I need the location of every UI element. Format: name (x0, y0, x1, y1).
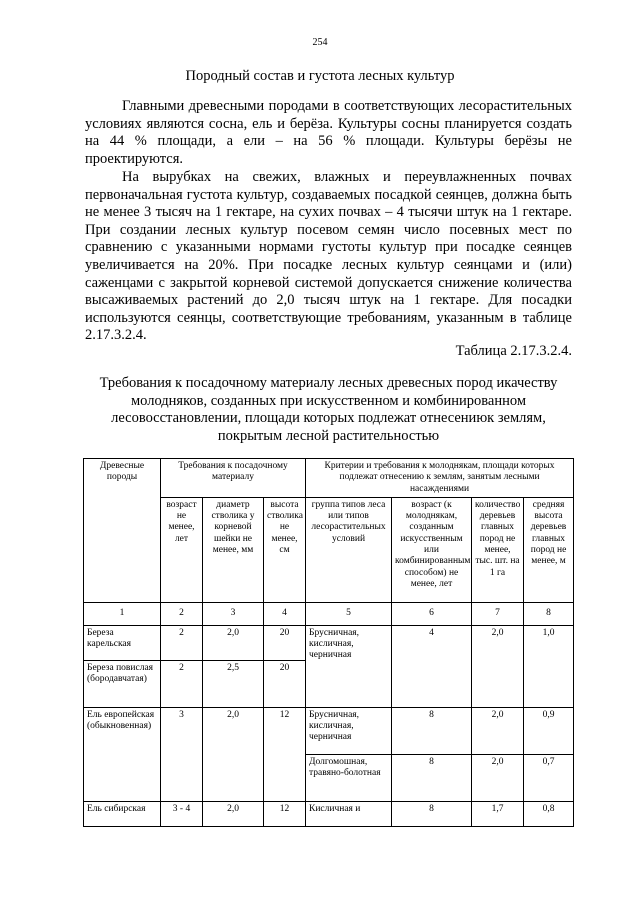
requirements-table (83, 458, 574, 827)
cell-tree-count: 1,7 (472, 801, 524, 826)
table-caption: Таблица 2.17.3.2.4. (455, 343, 572, 359)
column-number: 4 (264, 602, 306, 625)
cell-young-age: 8 (392, 707, 472, 754)
cell-height: 20 (264, 660, 306, 707)
cell-diameter: 2,5 (203, 660, 264, 707)
column-number: 6 (392, 602, 472, 625)
cell-age: 2 (161, 625, 203, 660)
table-row (84, 707, 574, 754)
cell-species: Ель европейская (обыкновенная) (84, 707, 161, 801)
table-row (84, 801, 574, 826)
cell-forest-type: Брусничная, кисличная, черничная (306, 707, 392, 754)
cell-diameter: 2,0 (203, 801, 264, 826)
column-number: 7 (472, 602, 524, 625)
paragraph-planting-density: На вырубках на свежих, влажных и переувлажненных почвах первоначальная густота культур, создаваемых посадкой сеянцев, должна быть не менее 3 тысяч на 1 гектаре, на сухих почвах – 4 тысячи штук на 1 гектаре. При создании лесных культур посевом семян число посевных мест по сравнению с указанными нормами густоты культур при посадке сеянцев увеличивается на 20%. При посадке лесных культур сеянцами и (или) саженцами с закрытой корневой системой допускается снижение количества высаживаемых растений до 2,0 тысяч штук на 1 гектаре. Для посадки используются сеянцы, соответствующие требованиям, указанным в таблице 2.17.3.2.4. (85, 169, 572, 344)
cell-tree-count: 2,0 (472, 707, 524, 754)
cell-species: Береза повислая (бородавчатая) (84, 660, 161, 707)
cell-young-age: 8 (392, 801, 472, 826)
page-number: 254 (312, 37, 328, 48)
cell-forest-type: Кисличная и (306, 801, 392, 826)
cell-species: Береза карельская (84, 625, 161, 660)
cell-mean-height: 0,8 (524, 801, 574, 826)
header-row-groups (84, 459, 574, 498)
cell-mean-height: 0,7 (524, 754, 574, 801)
section-title: Породный состав и густота лесных культур (185, 68, 455, 84)
cell-mean-height: 0,9 (524, 707, 574, 754)
column-number: 2 (161, 602, 203, 625)
header-young-stand-criteria: Критерии и требования к молоднякам, площади которых подлежат отнесению к землям, занятым лесными насаждениями (306, 459, 574, 498)
cell-young-age: 4 (392, 625, 472, 707)
paragraph-main-species: Главными древесными породами в соответствующих лесорастительных условиях являются сосна, ель и берёза. Культуры сосны планируется создать на 44 % площади, а ели – на 56 % площади. Культуры берёзы не проектируются. (85, 98, 572, 167)
header-planting-requirements: Требования к посадочному материалу (161, 459, 306, 498)
table-title: Требования к посадочному материалу лесных древесных пород икачеству молодняков, созданных при искусственном и комбинированном лесовосстановлении, площади которых подлежат отнесениюк землям, покрытым лесной растительностью (99, 375, 558, 444)
cell-diameter: 2,0 (203, 625, 264, 660)
cell-species: Ель сибирская (84, 801, 161, 826)
header-col-diameter: диаметр стволика у корневой шейки не менее, мм (203, 497, 264, 602)
cell-tree-count: 2,0 (472, 625, 524, 707)
column-number: 5 (306, 602, 392, 625)
cell-age: 2 (161, 660, 203, 707)
cell-height: 12 (264, 707, 306, 801)
cell-age: 3 - 4 (161, 801, 203, 826)
header-col-tree-count: количество деревьев главных пород не менее, тыс. шт. на 1 га (472, 497, 524, 602)
table-row (84, 625, 574, 660)
cell-height: 12 (264, 801, 306, 826)
cell-tree-count: 2,0 (472, 754, 524, 801)
cell-forest-type: Брусничная, кисличная, черничная (306, 625, 392, 707)
column-number: 3 (203, 602, 264, 625)
header-col-mean-height: средняя высота деревьев главных пород не менее, м (524, 497, 574, 602)
cell-diameter: 2,0 (203, 707, 264, 801)
cell-young-age: 8 (392, 754, 472, 801)
header-col-height: высота стволика не менее, см (264, 497, 306, 602)
cell-forest-type: Долгомошная, травяно-болотная (306, 754, 392, 801)
header-col-young-age: возраст (к молоднякам, созданным искусственным или комбинированным способом) не менее, лет (392, 497, 472, 602)
column-number: 8 (524, 602, 574, 625)
cell-height: 20 (264, 625, 306, 660)
column-numbers-row (84, 602, 574, 625)
cell-age: 3 (161, 707, 203, 801)
header-species: Древесные породы (84, 459, 161, 603)
header-col-forest-type: группа типов леса или типов лесорастительных условий (306, 497, 392, 602)
column-number: 1 (84, 602, 161, 625)
header-col-age: возраст не менее, лет (161, 497, 203, 602)
cell-mean-height: 1,0 (524, 625, 574, 707)
